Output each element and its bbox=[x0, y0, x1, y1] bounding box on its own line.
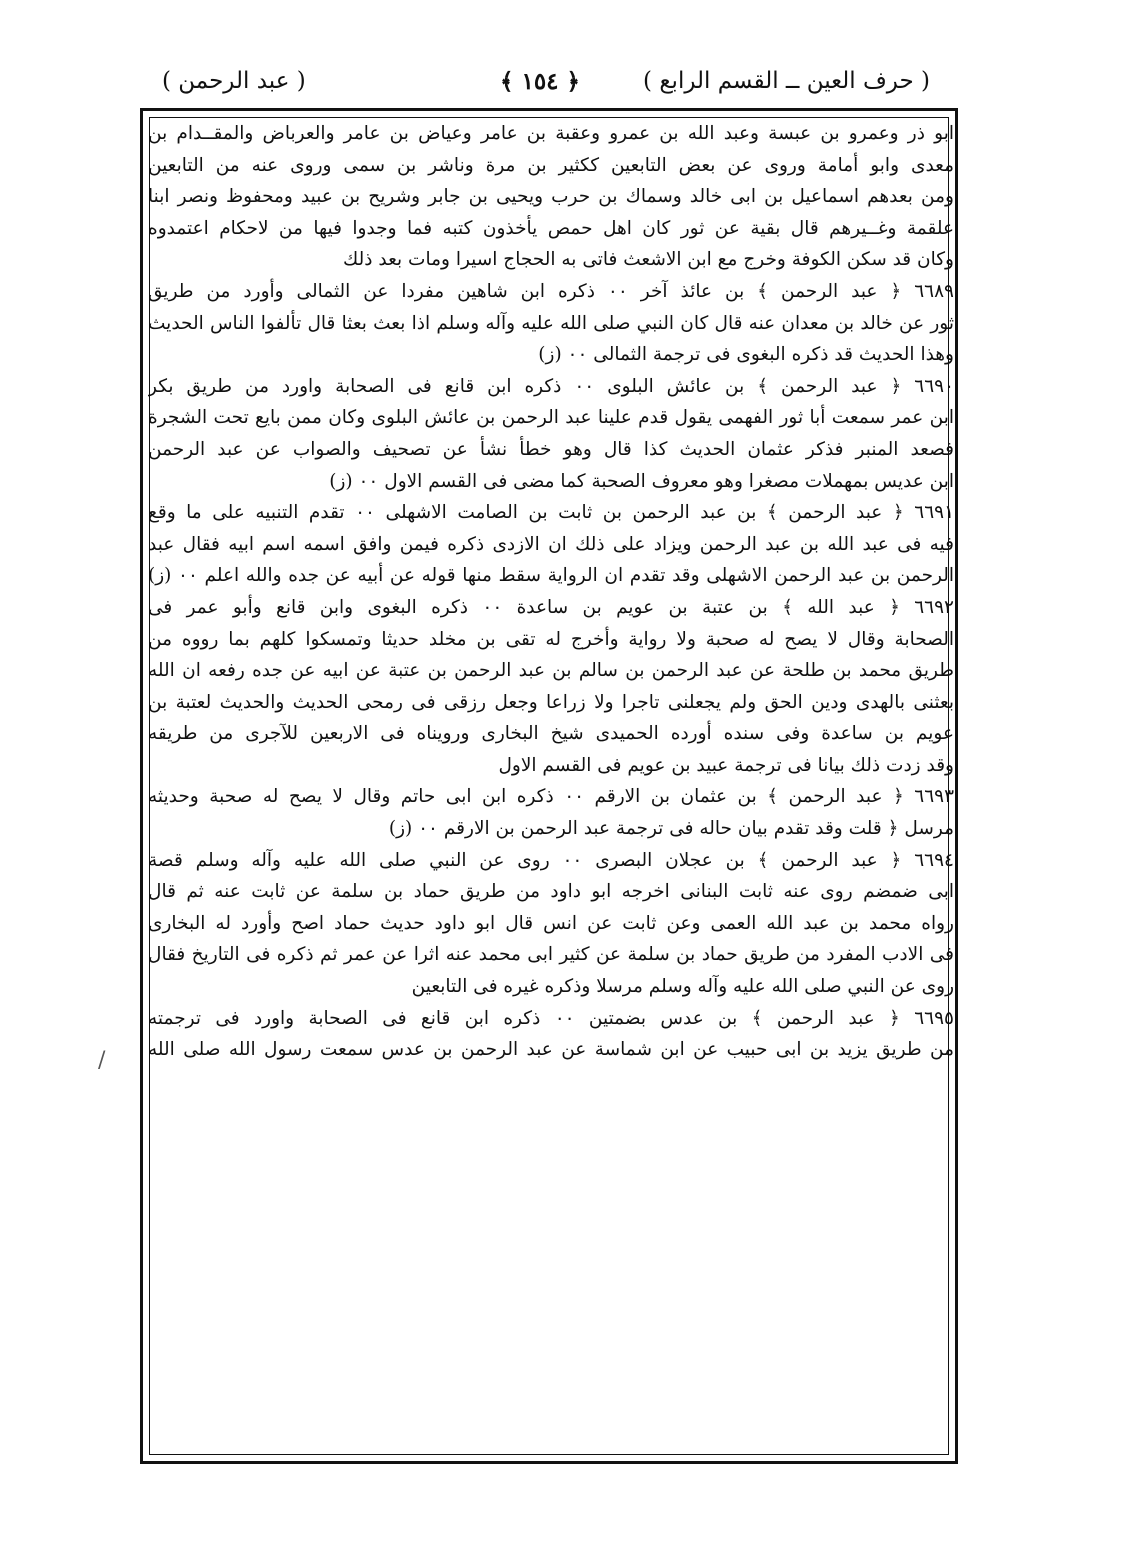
entry-6693-line: ٦٦٩٣ ﴿ عبد الرحمن ﴾ بن عثمان بن الارقم ٠٠ ذكره ابن ابى حاتم وقال لا يصح له صحبة وحديثه bbox=[148, 786, 954, 808]
text-line: وكان قد سكن الكوفة وخرج مع ابن الاشعث فاتى به الحجاج اسيرا ومات بعد ذلك bbox=[343, 249, 954, 271]
entry-6690-line: ٦٦٩٠ ﴿ عبد الرحمن ﴾ بن عائش البلوى ٠٠ ذكره ابن قانع فى الصحابة واورد من طريق بكر bbox=[148, 375, 954, 397]
entry-6695-line: ٦٦٩٥ ﴿ عبد الرحمن ﴾ بن عدس بضمتين ٠٠ ذكره ابن قانع فى الصحابة واورد فى ترجمته bbox=[148, 1007, 954, 1029]
text-line: رواه محمد بن عبد الله العمى وعن ثابت عن انس قال ابو داود حديث حماد اصح وأورد له البخارى bbox=[148, 912, 954, 934]
text-line: ابى ضمضم روى عنه ثابت البنانى اخرجه ابو داود من طريق حماد بن سلمة عن ثابت عنه ثم قال bbox=[148, 881, 954, 903]
text-line: طريق محمد بن طلحة عن عبد الرحمن بن سالم بن عبد الرحمن بن عتبة عن ابيه عن جده رفعه ان الله bbox=[148, 660, 954, 682]
page-number: ﴿ ١٥٤ ﴾ bbox=[499, 68, 581, 95]
entry-6694-line: ٦٦٩٤ ﴿ عبد الرحمن ﴾ بن عجلان البصرى ٠٠ روى عن النبي صلى الله عليه وآله وسلم قصة bbox=[148, 849, 954, 871]
text-line: معدى وابو أمامة وروى عن بعض التابعين ككثير بن مرة وناشر بن سمى وروى عنه من التابعين bbox=[148, 154, 954, 176]
text-line: الصحابة وقال لا يصح له صحبة ولا رواية وأخرج له تقى بن مخلد حديثا وتمسكوا كلهم بما رووه من bbox=[148, 628, 954, 650]
text-line: عويم بن ساعدة وفى سنده أورده الحميدى شيخ البخارى ورويناه فى الاربعين للآجرى من طريقه bbox=[148, 723, 954, 745]
text-line: وقد زدت ذلك بيانا فى ترجمة عبيد بن عويم فى القسم الاول bbox=[498, 754, 954, 776]
text-line: ومن بعدهم اسماعيل بن ابى خالد وسماك بن حرب ويحيى بن جابر وشريح بن عبيد ومحفوظ ونصر ابنا bbox=[148, 186, 954, 208]
section-title: ( حرف العين ــ القسم الرابع ) bbox=[643, 68, 930, 94]
margin-mark: / bbox=[98, 1048, 106, 1073]
text-line: من طريق يزيد بن ابى حبيب عن ابن شماسة عن عبد الرحمن بن عدس سمعت رسول الله صلى الله bbox=[148, 1039, 954, 1061]
text-line: فصعد المنبر فذكر عثمان الحديث كذا قال وهو خطأ نشأ عن تصحيف والصواب عن عبد الرحمن bbox=[148, 438, 954, 460]
text-line: فى الادب المفرد من طريق حماد بن سلمة عن كثير ابى محمد عنه اثرا عن عمر ثم ذكره فى التاريخ فقال bbox=[148, 944, 954, 966]
text-line: الرحمن بن عبد الرحمن الاشهلى وقد تقدم ان الرواية سقط منها قوله عن أبيه عن جده والله اعلم ٠٠ (ز) bbox=[148, 565, 954, 587]
text-line: مرسل ﴿ قلت وقد تقدم بيان حاله فى ترجمة عبد الرحمن بن الارقم ٠٠ (ز) bbox=[388, 818, 954, 840]
text-line: ابن عمر سمعت أبا ثور الفهمى يقول قدم علينا عبد الرحمن بن عائش البلوى وكان ممن بايع تحت الشجرة bbox=[148, 407, 954, 429]
entry-6691-line: ٦٦٩١ ﴿ عبد الرحمن ﴾ بن عبد الرحمن بن ثابت بن الصامت الاشهلى ٠٠ تقدم التنبيه على ما وقع bbox=[148, 502, 954, 524]
topic-title: ( عبد الرحمن ) bbox=[162, 68, 306, 94]
text-line: ابو ذر وعمرو بن عبسة وعبد الله بن عمرو وعقبة بن عامر وعياض بن عامر والعرباض والمقــدام بن bbox=[148, 123, 954, 144]
text-line: وهذا الحديث قد ذكره البغوى فى ترجمة الثمالى ٠٠ (ز) bbox=[538, 344, 954, 366]
text-line: بعثنى بالهدى ودين الحق ولم يجعلنى تاجرا ولا زراعا وجعل رزقى فى رمحى الحديث والحديث لعتبة بن bbox=[148, 691, 954, 713]
entry-6689-line: ٦٦٨٩ ﴿ عبد الرحمن ﴾ بن عائذ آخر ٠٠ ذكره ابن شاهين مفردا عن الثمالى وأورد من طريق bbox=[148, 280, 954, 302]
text-line: فيه فى عبد الله بن عبد الرحمن ويزاد على ذلك ان الازدى ذكره فيمن وافق اسمه اسم ابيه فقال عبد bbox=[148, 533, 954, 555]
text-line: علقمة وغــيرهم قال بقية عن ثور كان اهل حمص يأخذون كتبه فما وجدوا فيها من لاحكام اعتمدوه bbox=[148, 217, 954, 239]
text-line: ابن عديس بمهملات مصغرا وهو معروف الصحبة كما مضى فى القسم الاول ٠٠ (ز) bbox=[329, 470, 954, 492]
entry-6692-line: ٦٦٩٢ ﴿ عبد الله ﴾ بن عتبة بن عويم بن ساعدة ٠٠ ذكره البغوى وابن قانع وأبو عمر فى bbox=[148, 596, 954, 618]
text-line: روى عن النبي صلى الله عليه وآله وسلم مرسلا وذكره غيره فى التابعين bbox=[411, 976, 954, 998]
text-line: ثور عن خالد بن معدان عنه قال كان النبي صلى الله عليه وآله وسلم اذا بعث بعثا قال تألفوا الناس الحديث bbox=[148, 312, 954, 334]
body-text bbox=[148, 118, 954, 1066]
page-header bbox=[150, 68, 930, 104]
